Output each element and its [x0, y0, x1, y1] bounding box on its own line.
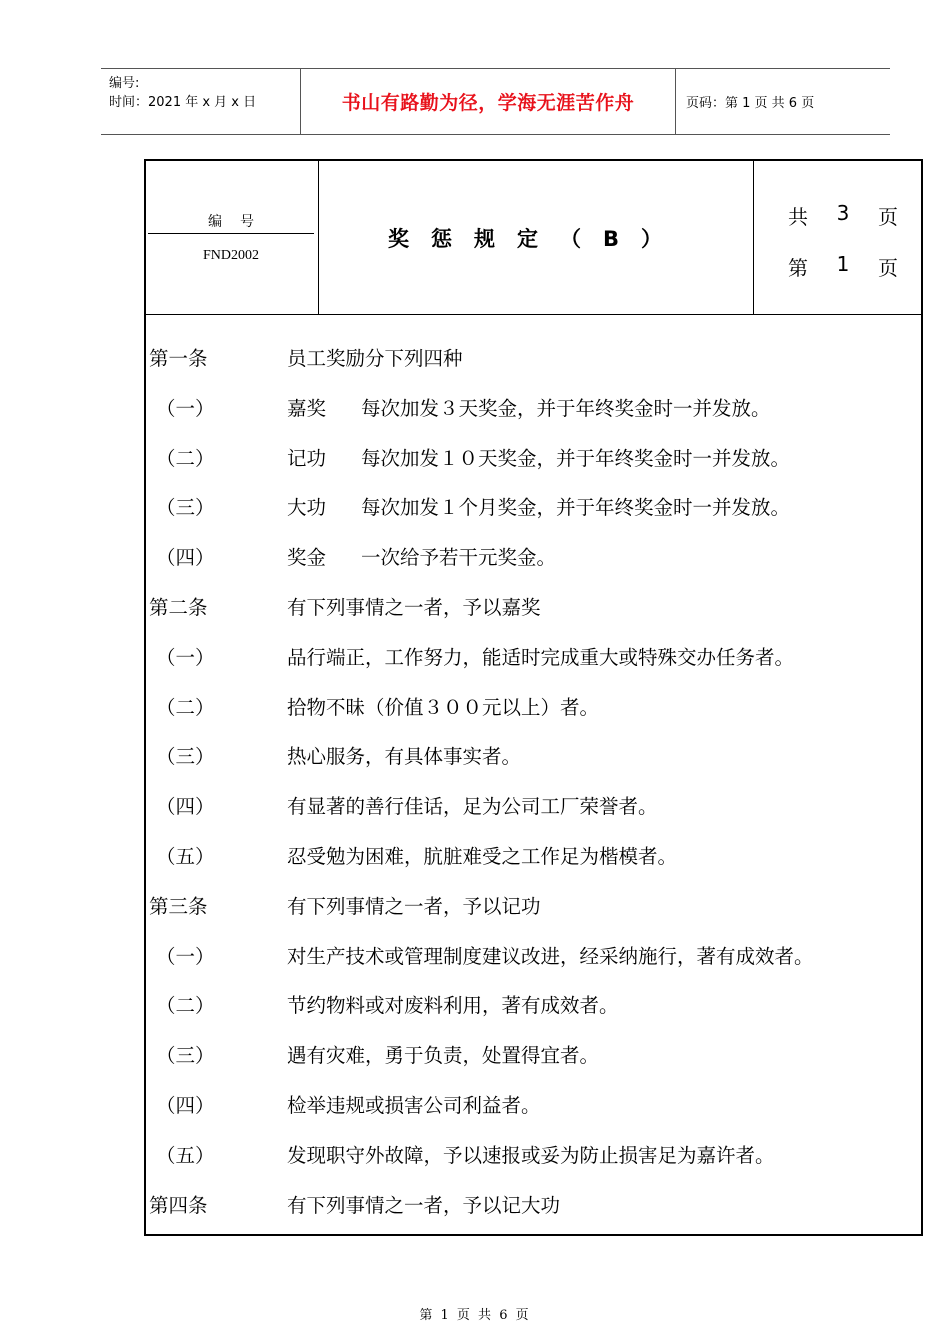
current-page-label: 第 — [788, 256, 808, 280]
clause-label: （二） — [156, 695, 215, 719]
clause-1-4 — [146, 546, 921, 596]
header-meta — [101, 69, 301, 134]
document-frame — [144, 159, 923, 1236]
document-title: 奖惩规定（B） — [387, 226, 684, 251]
article-text: 有下列事情之一者，予以记功 — [287, 894, 541, 918]
total-pages-unit: 页 — [877, 205, 898, 229]
clause-3-5 — [146, 1144, 921, 1194]
clause-text: 检举违规或损害公司利益者。 — [287, 1093, 541, 1117]
clause-1-3 — [146, 496, 921, 546]
reward-term: 嘉奖 — [287, 396, 327, 420]
total-pages — [788, 201, 898, 230]
current-page — [788, 252, 898, 281]
clause-label: （一） — [156, 645, 215, 669]
reward-term: 奖金 — [287, 546, 327, 570]
clause-1-1 — [146, 397, 921, 447]
current-page-unit: 页 — [877, 256, 898, 280]
clause-2-3 — [146, 745, 921, 795]
clause-label: （三） — [156, 745, 215, 769]
clause-3-1 — [146, 945, 921, 995]
clause-label: （四） — [156, 795, 215, 819]
current-page-value: 1 — [836, 252, 850, 276]
header-page-info-cell — [676, 69, 890, 134]
article-text: 有下列事情之一者，予以记大功 — [287, 1193, 561, 1217]
page-count-cell — [754, 161, 921, 314]
reward-term: 大功 — [287, 496, 327, 520]
document-title-cell — [319, 161, 754, 314]
reward-description: 一次给予若干元奖金。 — [361, 546, 557, 570]
reward-description: 每次加发３天奖金，并于年终奖金时一并发放。 — [361, 396, 771, 420]
clause-2-5 — [146, 845, 921, 895]
reward-description: 每次加发１个月奖金，并于年终奖金时一并发放。 — [361, 496, 791, 520]
clause-text: 节约物料或对废料利用，著有成效者。 — [287, 994, 619, 1018]
article-text: 员工奖励分下列四种 — [287, 347, 463, 370]
total-pages-value: 3 — [836, 201, 850, 225]
document-code-cell — [146, 161, 319, 314]
clause-text: 拾物不昧（价值３００元以上）者。 — [287, 695, 600, 719]
document-code-value: FND2002 — [202, 248, 259, 263]
clause-label: （四） — [156, 546, 215, 570]
article-label: 第三条 — [149, 894, 208, 918]
clause-2-4 — [146, 795, 921, 845]
header-page-info: 页码：第 1 页 共 6 页 — [686, 96, 815, 111]
clause-2-1 — [146, 646, 921, 696]
article-3 — [146, 895, 921, 945]
header-motto: 书山有路勤为径，学海无涯苦作舟 — [341, 92, 635, 114]
clause-text: 忍受勉为困难，肮脏难受之工作足为楷模者。 — [287, 844, 678, 868]
clause-text: 热心服务，有具体事实者。 — [287, 745, 522, 769]
regulation-body — [146, 347, 921, 1243]
article-label: 第四条 — [149, 1193, 208, 1217]
title-block — [146, 161, 921, 315]
clause-text: 遇有灾难，勇于负责，处置得宜者。 — [287, 1044, 600, 1068]
total-pages-label: 共 — [788, 205, 808, 229]
clause-3-2 — [146, 994, 921, 1044]
article-label: 第二条 — [149, 595, 208, 619]
article-text: 有下列事情之一者，予以嘉奖 — [287, 595, 541, 619]
header-code-label: 编号: — [109, 76, 140, 91]
clause-3-3 — [146, 1044, 921, 1094]
article-1 — [146, 347, 921, 397]
page-footer: 第 1 页 共 6 页 — [419, 1308, 531, 1323]
clause-label: （三） — [156, 496, 215, 520]
clause-label: （三） — [156, 1044, 215, 1068]
document-code-label: 编号 — [208, 214, 272, 230]
clause-1-2 — [146, 447, 921, 497]
code-divider — [148, 233, 314, 234]
article-4 — [146, 1194, 921, 1244]
reward-term: 记功 — [287, 446, 327, 470]
header-motto-cell — [301, 69, 676, 134]
reward-description: 每次加发１０天奖金，并于年终奖金时一并发放。 — [361, 446, 791, 470]
clause-text: 对生产技术或管理制度建议改进，经采纳施行，著有成效者。 — [287, 944, 814, 968]
clause-text: 发现职守外故障，予以速报或妥为防止损害足为嘉许者。 — [287, 1143, 775, 1167]
clause-label: （五） — [156, 844, 215, 868]
page-header — [101, 68, 890, 135]
clause-label: （四） — [156, 1093, 215, 1117]
clause-text: 品行端正，工作努力，能适时完成重大或特殊交办任务者。 — [287, 645, 795, 669]
clause-3-4 — [146, 1094, 921, 1144]
header-time-label: 时间：2021 年 x 月 x 日 — [109, 95, 257, 110]
article-label: 第一条 — [149, 347, 208, 370]
article-2 — [146, 596, 921, 646]
clause-label: （一） — [156, 944, 215, 968]
clause-label: （一） — [156, 396, 215, 420]
clause-label: （二） — [156, 446, 215, 470]
clause-text: 有显著的善行佳话，足为公司工厂荣誉者。 — [287, 795, 658, 819]
clause-label: （二） — [156, 994, 215, 1018]
clause-2-2 — [146, 696, 921, 746]
clause-label: （五） — [156, 1143, 215, 1167]
